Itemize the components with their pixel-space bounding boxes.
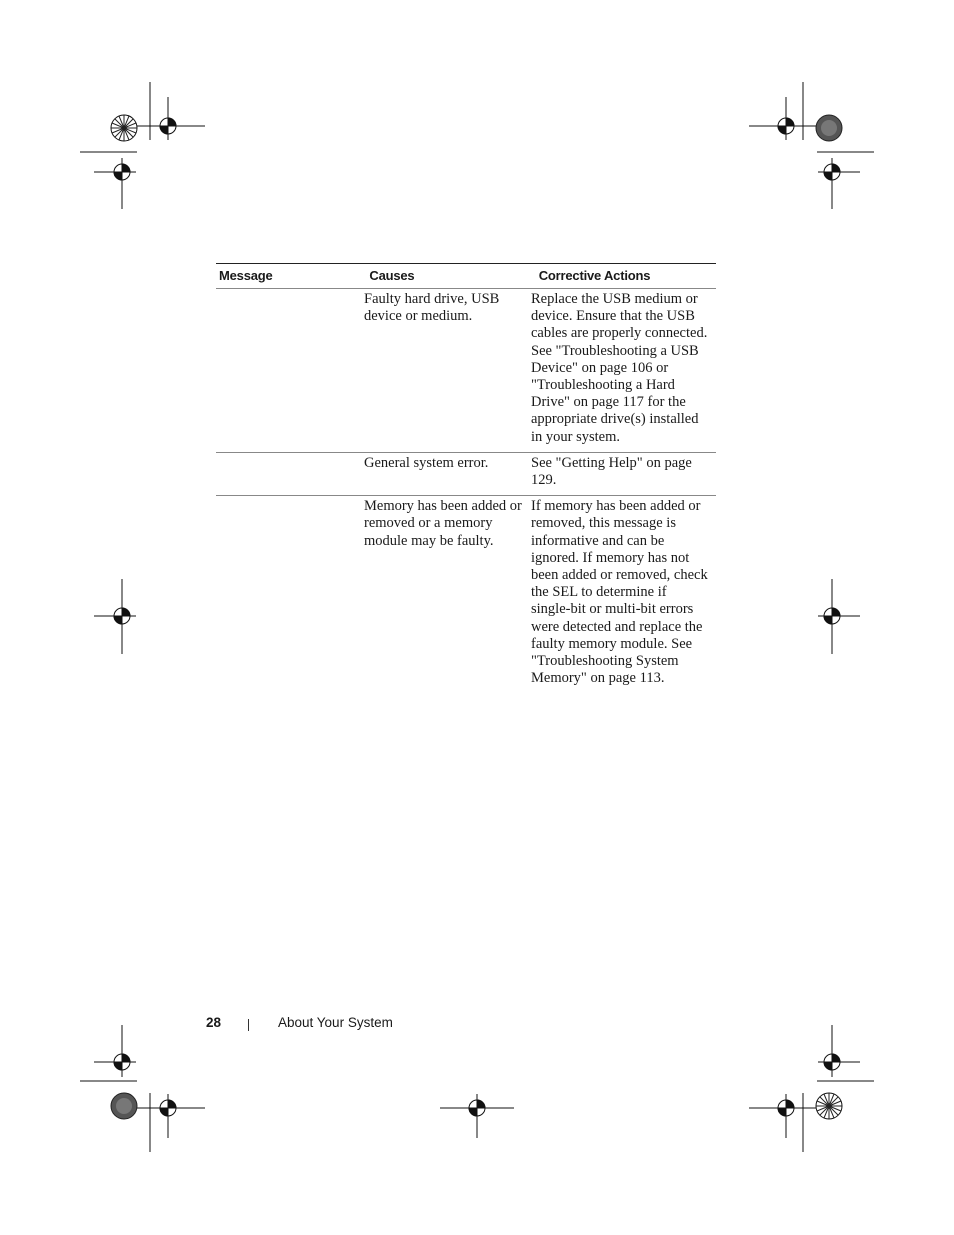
table-row: [216, 496, 716, 693]
header-causes: Causes: [369, 268, 415, 283]
row-actions: See "Getting Help" on page 129.: [531, 454, 692, 489]
row-causes: General system error.: [364, 454, 489, 471]
row-message: [216, 496, 364, 693]
header-corrective-actions: Corrective Actions: [538, 268, 651, 283]
row-message: [216, 453, 364, 495]
row-actions: If memory has been added or removed, this message is informative and can be ignored. If memory has not been added or removed, check the SEL to determine if single-bit or multi-bit errors were detected and replace the faulty memory module. See "Troubleshooting System Memory" on page 113.: [531, 498, 708, 687]
row-causes: Faulty hard drive, USB device or medium.: [364, 291, 500, 325]
error-message-table: [216, 263, 716, 693]
row-message: [216, 289, 364, 452]
footer-divider: [248, 1019, 249, 1031]
header-message: Message: [219, 268, 273, 283]
table-row: [216, 289, 716, 453]
row-causes: Memory has been added or removed or a memory module may be faulty.: [364, 498, 522, 549]
table-row: [216, 453, 716, 496]
footer-section-title: About Your System: [278, 1015, 393, 1030]
page-number: 28: [206, 1015, 222, 1030]
row-actions: Replace the USB medium or device. Ensure that the USB cables are properly connected. See "Troubleshooting a USB Device" on page 106 or "Troubleshooting a Hard Drive" on page 117 for the appropriate drive(s) installed in your system.: [531, 291, 708, 445]
table-header-row: [216, 264, 716, 289]
